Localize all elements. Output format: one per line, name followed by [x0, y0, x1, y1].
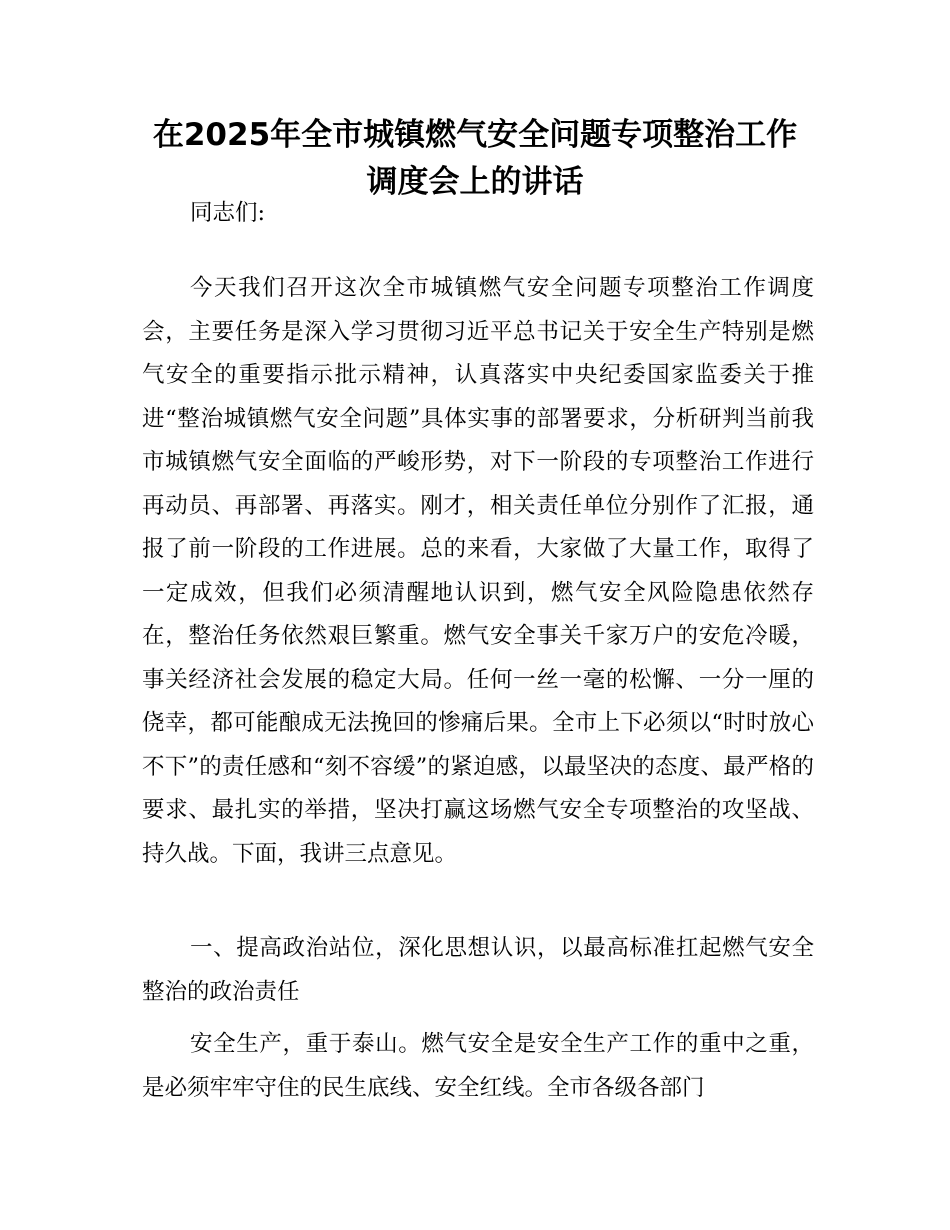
- greeting: 同志们:: [190, 200, 266, 226]
- document-title-line-1: 在2025年全市城镇燃气安全问题专项整治工作: [152, 117, 798, 153]
- paragraph-intro: 今天我们召开这次全市城镇燃气安全问题专项整治工作调度会，主要任务是深入学习贯彻习近平总书记关于安全生产特别是燃气安全的重要指示批示精神，认真落实中央纪委国家监委关于推进“整治城镇燃气安全问题”具体实事的部署要求，分析研判当前我市城镇燃气安全面临的严峻形势，对下一阶段的专项整治工作进行再动员、再部署、再落实。刚才，相关责任单位分别作了汇报，通报了前一阶段的工作进展。总的来看，大家做了大量工作，取得了一定成效，但我们必须清醒地认识到，燃气安全风险隐患依然存在，整治任务依然艰巨繁重。燃气安全事关千家万户的安危冷暖，事关经济社会发展的稳定大局。任何一丝一毫的松懈、一分一厘的侥幸，都可能酿成无法挽回的惨痛后果。全市上下必须以“时时放心不下”的责任感和“刻不容缓”的紧迫感，以最坚决的态度、最严格的要求、最扎实的举措，坚决打赢这场燃气安全专项整治的攻坚战、持久战。下面，我讲三点意见。: [142, 275, 814, 867]
- document-title-line-2: 调度会上的讲话: [366, 164, 584, 200]
- paragraph-section-1: 安全生产，重于泰山。燃气安全是安全生产工作的重中之重，是必须牢牢守住的民生底线、安全红线。全市各级各部门: [142, 1031, 814, 1101]
- section-heading-1: 一、提高政治站位，深化思想认识，以最高标准扛起燃气安全整治的政治责任: [142, 935, 814, 1005]
